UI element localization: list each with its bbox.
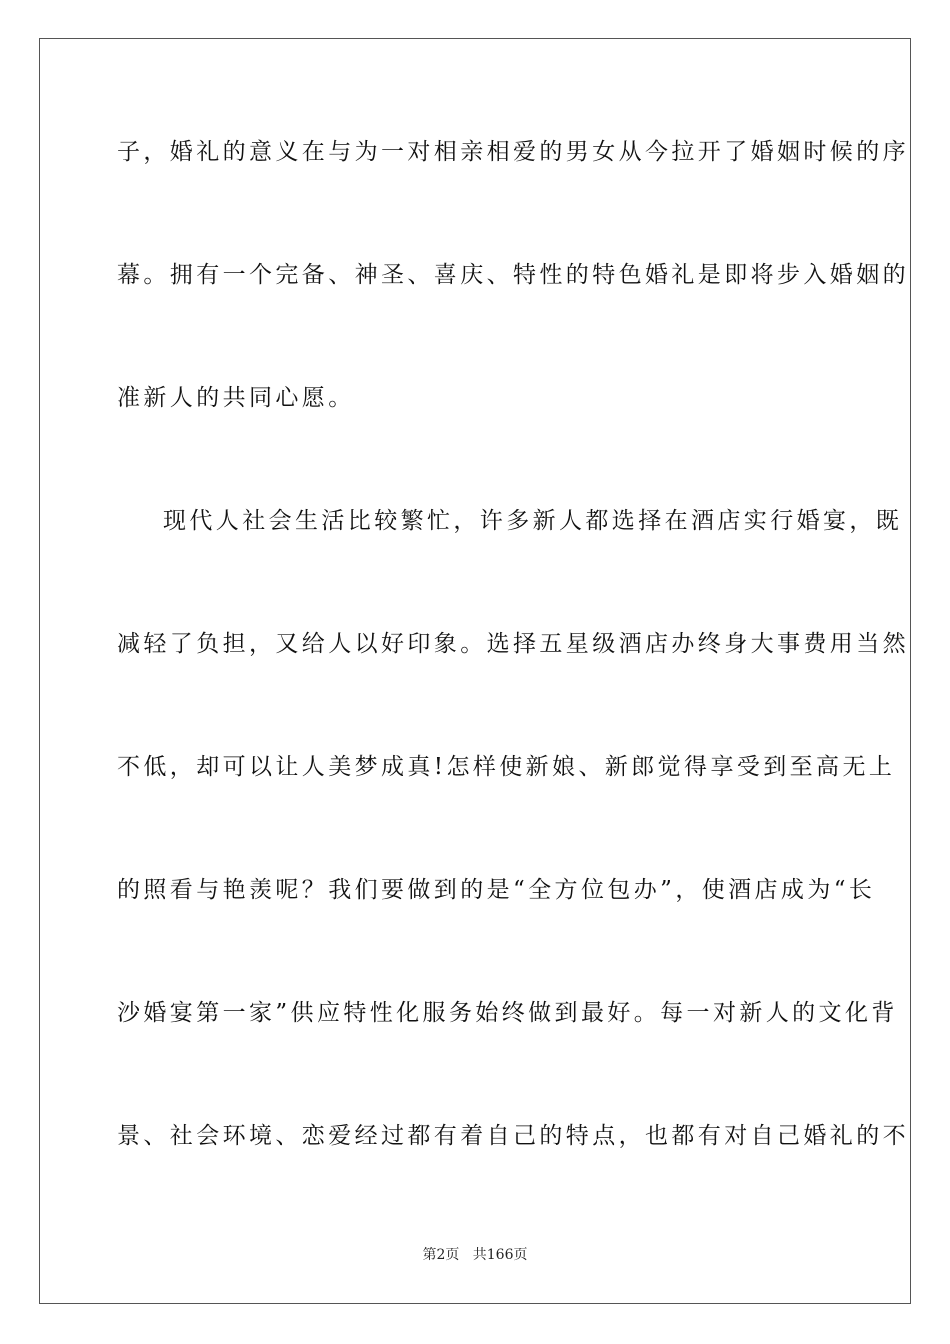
paragraph-line-6: 不低，却可以让人美梦成真!怎样使新娘、新郎觉得享受到至高无上	[117, 754, 896, 780]
paragraph-line-3: 准新人的共同心愿。	[117, 385, 355, 411]
paragraph-line-9: 景、社会环境、恋爱经过都有着自己的特点，也都有对自己婚礼的不	[117, 1123, 909, 1149]
paragraph-line-4: 现代人社会生活比较繁忙，许多新人都选择在酒店实行婚宴，既	[163, 508, 903, 534]
page-border	[39, 38, 911, 1304]
paragraph-line-7: 的照看与艳羡呢？我们要做到的是“全方位包办”，使酒店成为“长	[117, 877, 876, 903]
page-number-footer: 第2页 共166页	[422, 1247, 528, 1263]
paragraph-line-1: 子，婚礼的意义在与为一对相亲相爱的男女从今拉开了婚姻时候的序	[117, 139, 909, 165]
paragraph-line-5: 减轻了负担，又给人以好印象。选择五星级酒店办终身大事费用当然	[117, 631, 909, 657]
paragraph-line-2: 幕。拥有一个完备、神圣、喜庆、特性的特色婚礼是即将步入婚姻的	[117, 262, 909, 288]
paragraph-line-8: 沙婚宴第一家”供应特性化服务始终做到最好。每一对新人的文化背	[117, 1000, 898, 1026]
